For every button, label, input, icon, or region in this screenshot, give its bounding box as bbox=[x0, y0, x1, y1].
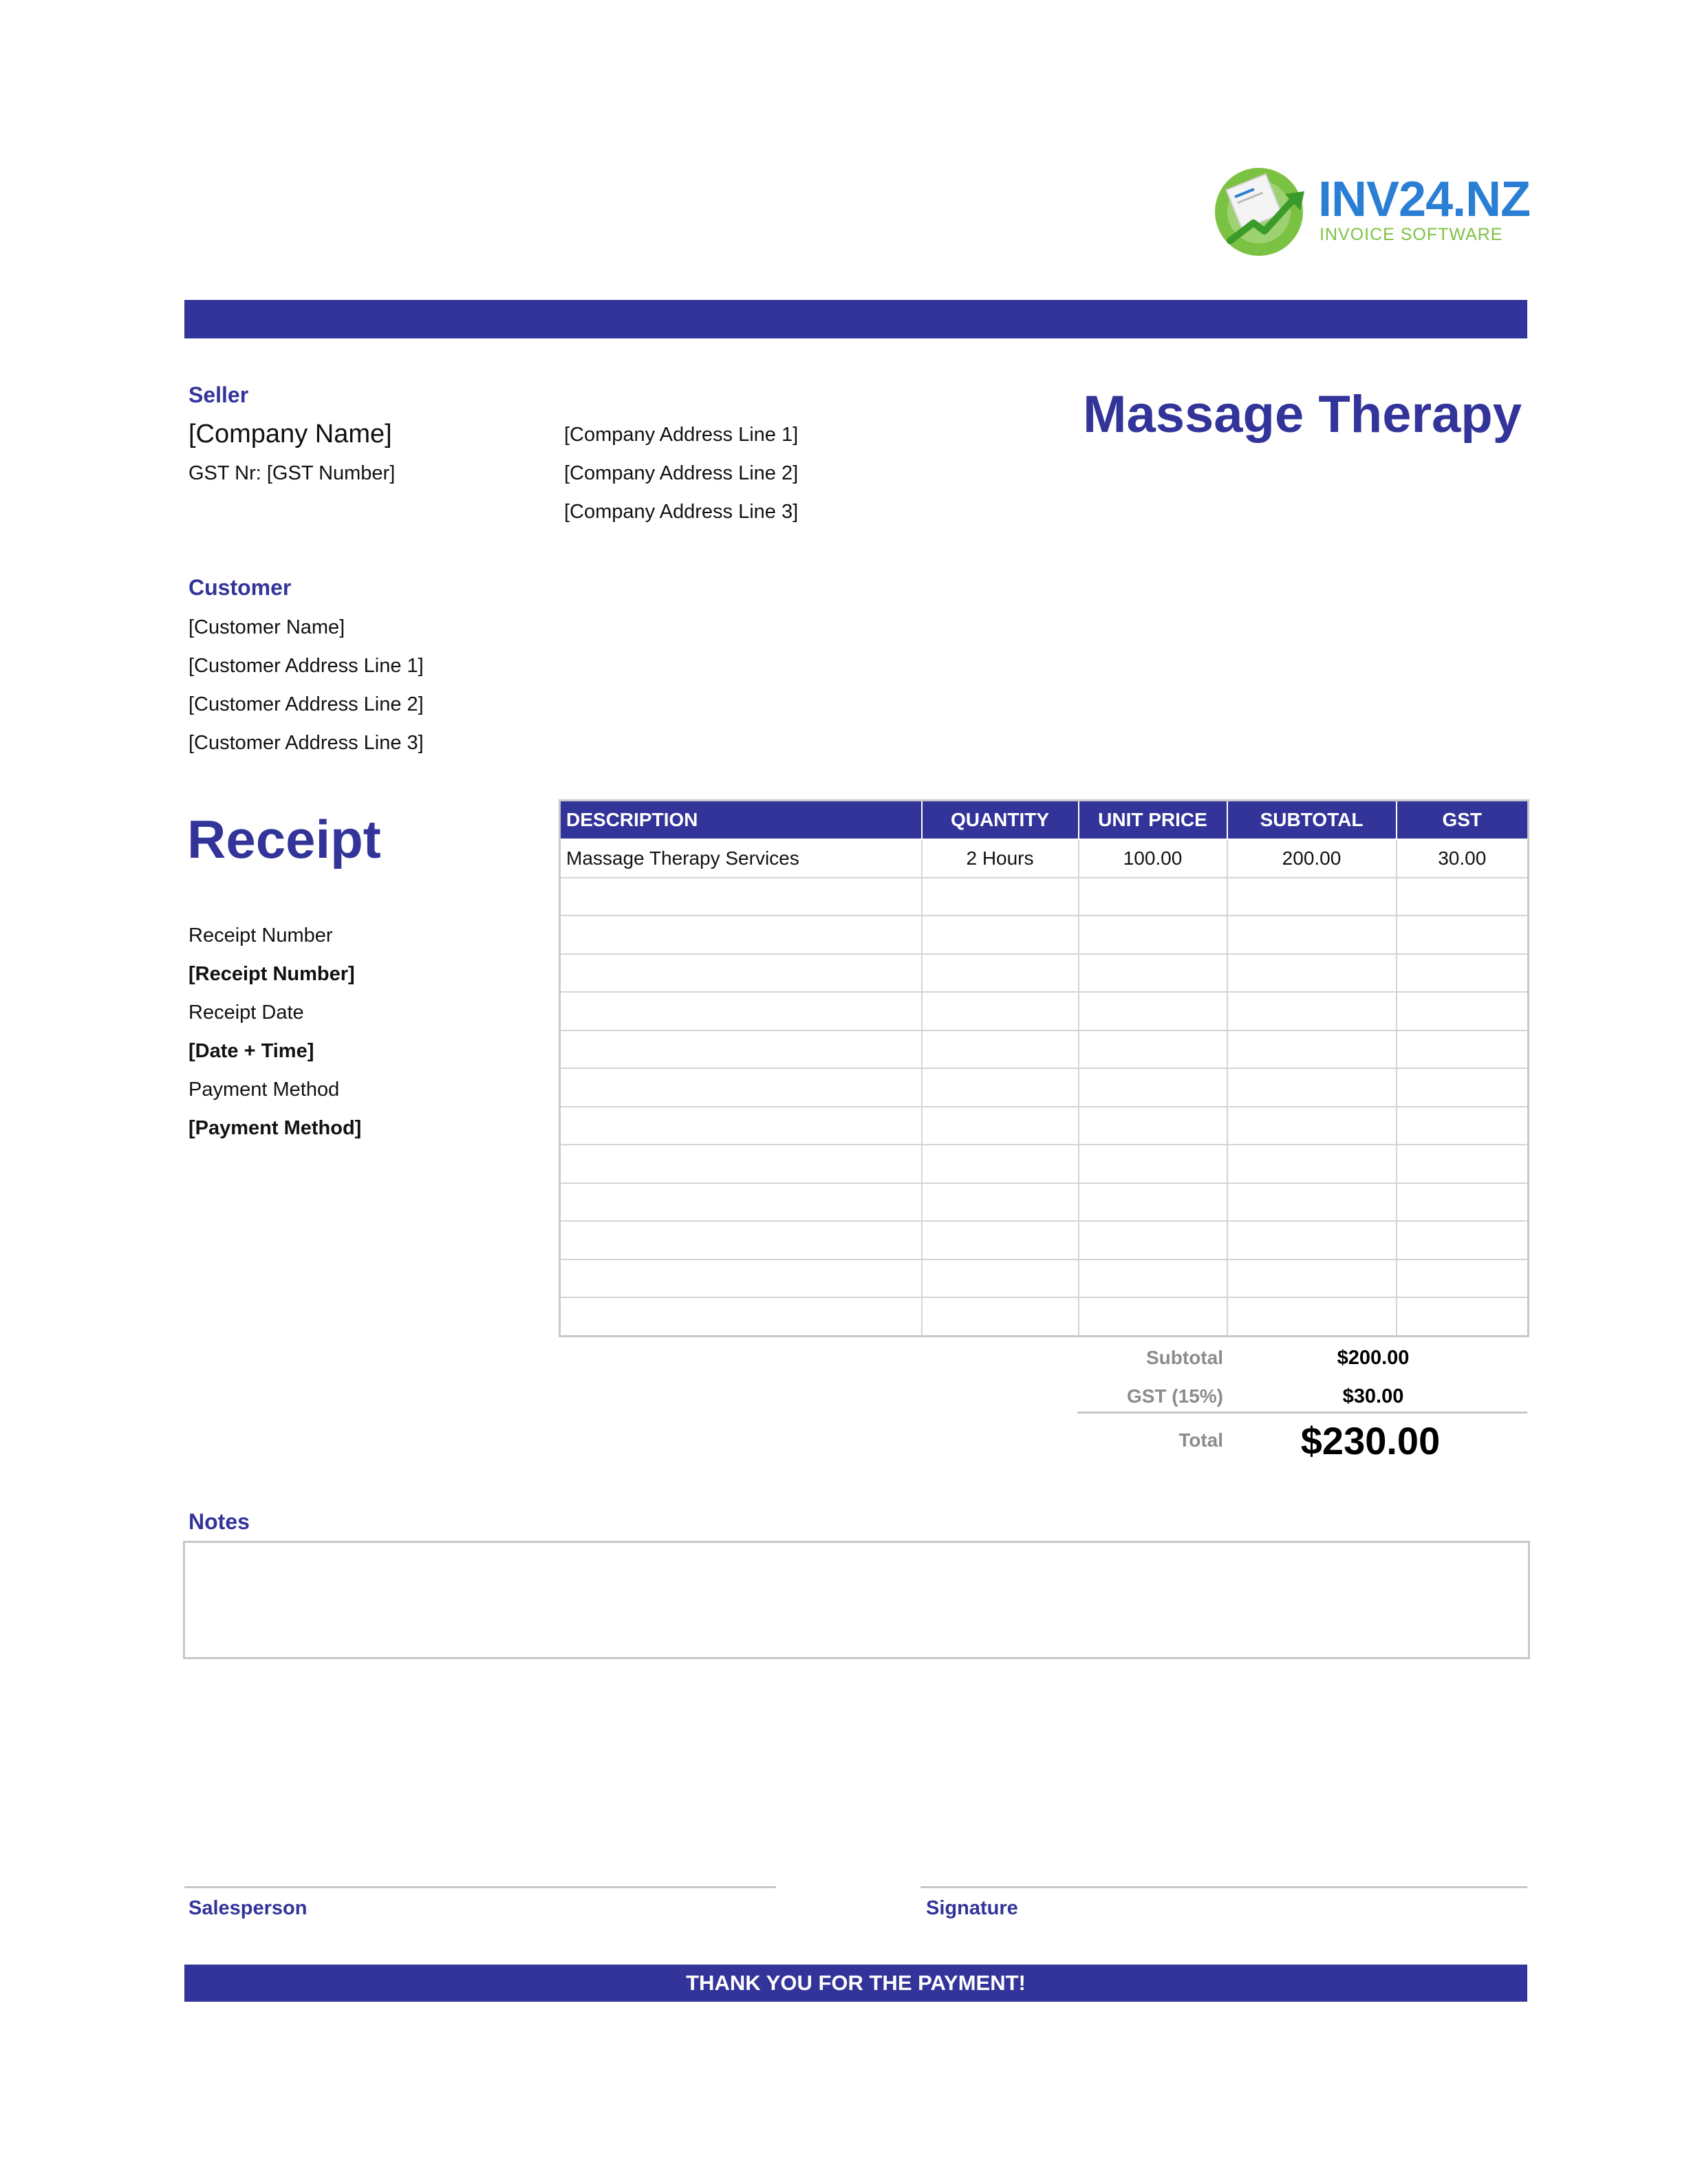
table-row-empty bbox=[560, 1183, 1529, 1222]
table-row-empty bbox=[560, 954, 1529, 993]
seller-gst: GST Nr: [GST Number] bbox=[189, 462, 396, 484]
line-items-table bbox=[559, 799, 1529, 1337]
notes-box[interactable] bbox=[183, 1541, 1530, 1659]
cell-description: Massage Therapy Services bbox=[560, 839, 922, 878]
cell-gst: 30.00 bbox=[1397, 839, 1529, 878]
table-row-empty bbox=[560, 916, 1529, 954]
receipt-number-value: [Receipt Number] bbox=[189, 963, 355, 985]
column-header-description: DESCRIPTION bbox=[560, 801, 922, 840]
notes-heading: Notes bbox=[189, 1509, 250, 1534]
column-header-gst: GST bbox=[1397, 801, 1529, 840]
customer-address-line-3: [Customer Address Line 3] bbox=[189, 732, 424, 754]
cell-quantity: 2 Hours bbox=[922, 839, 1079, 878]
seller-address-line-2: [Company Address Line 2] bbox=[564, 462, 799, 484]
column-header-unit-price: UNIT PRICE bbox=[1079, 801, 1227, 840]
customer-address-line-2: [Customer Address Line 2] bbox=[189, 693, 424, 715]
total-label: Total bbox=[1178, 1429, 1223, 1451]
receipt-date-value: [Date + Time] bbox=[189, 1040, 314, 1062]
document-title: Massage Therapy bbox=[1083, 385, 1522, 444]
table-row bbox=[560, 839, 1529, 878]
seller-address-line-3: [Company Address Line 3] bbox=[564, 501, 799, 523]
receipt-date-label: Receipt Date bbox=[189, 1002, 304, 1024]
table-row-empty bbox=[560, 1068, 1529, 1107]
footer-bar bbox=[184, 1965, 1527, 2002]
logo-badge-icon bbox=[1211, 164, 1314, 260]
cell-subtotal: 200.00 bbox=[1227, 839, 1397, 878]
customer-name: [Customer Name] bbox=[189, 616, 345, 638]
signature-label: Signature bbox=[926, 1897, 1018, 1919]
customer-heading: Customer bbox=[189, 575, 292, 600]
thank-you-message: THANK YOU FOR THE PAYMENT! bbox=[686, 1971, 1026, 1995]
table-row-empty bbox=[560, 1297, 1529, 1336]
totals-divider bbox=[1077, 1412, 1527, 1414]
payment-method-label: Payment Method bbox=[189, 1079, 340, 1101]
subtotal-label: Subtotal bbox=[1146, 1347, 1223, 1368]
logo-wordmark: INV24.NZ bbox=[1318, 172, 1531, 227]
table-row-empty bbox=[560, 1030, 1529, 1069]
table-row-empty bbox=[560, 1145, 1529, 1183]
table-row-empty bbox=[560, 1221, 1529, 1259]
seller-address-line-1: [Company Address Line 1] bbox=[564, 424, 799, 446]
seller-company-name: [Company Name] bbox=[189, 420, 392, 448]
gst-label: GST (15%) bbox=[1126, 1385, 1223, 1407]
signature-line bbox=[920, 1886, 1527, 1888]
salesperson-label: Salesperson bbox=[189, 1897, 308, 1919]
salesperson-line bbox=[184, 1886, 776, 1888]
table-row-empty bbox=[560, 1107, 1529, 1145]
table-header-row bbox=[560, 801, 1529, 840]
seller-heading: Seller bbox=[189, 382, 249, 407]
subtotal-value: $200.00 bbox=[1337, 1347, 1410, 1369]
payment-method-value: [Payment Method] bbox=[189, 1117, 362, 1139]
table-row-empty bbox=[560, 992, 1529, 1030]
gst-value: $30.00 bbox=[1342, 1385, 1404, 1407]
table-row-empty bbox=[560, 1259, 1529, 1298]
column-header-quantity: QUANTITY bbox=[922, 801, 1079, 840]
cell-unit-price: 100.00 bbox=[1079, 839, 1227, 878]
table-row-empty bbox=[560, 878, 1529, 916]
receipt-title: Receipt bbox=[187, 809, 381, 869]
total-value: $230.00 bbox=[1300, 1419, 1441, 1462]
column-header-subtotal: SUBTOTAL bbox=[1227, 801, 1397, 840]
header-bar bbox=[184, 300, 1527, 338]
receipt-number-label: Receipt Number bbox=[189, 925, 333, 947]
customer-address-line-1: [Customer Address Line 1] bbox=[189, 655, 424, 677]
logo-tagline: INVOICE SOFTWARE bbox=[1320, 225, 1503, 244]
